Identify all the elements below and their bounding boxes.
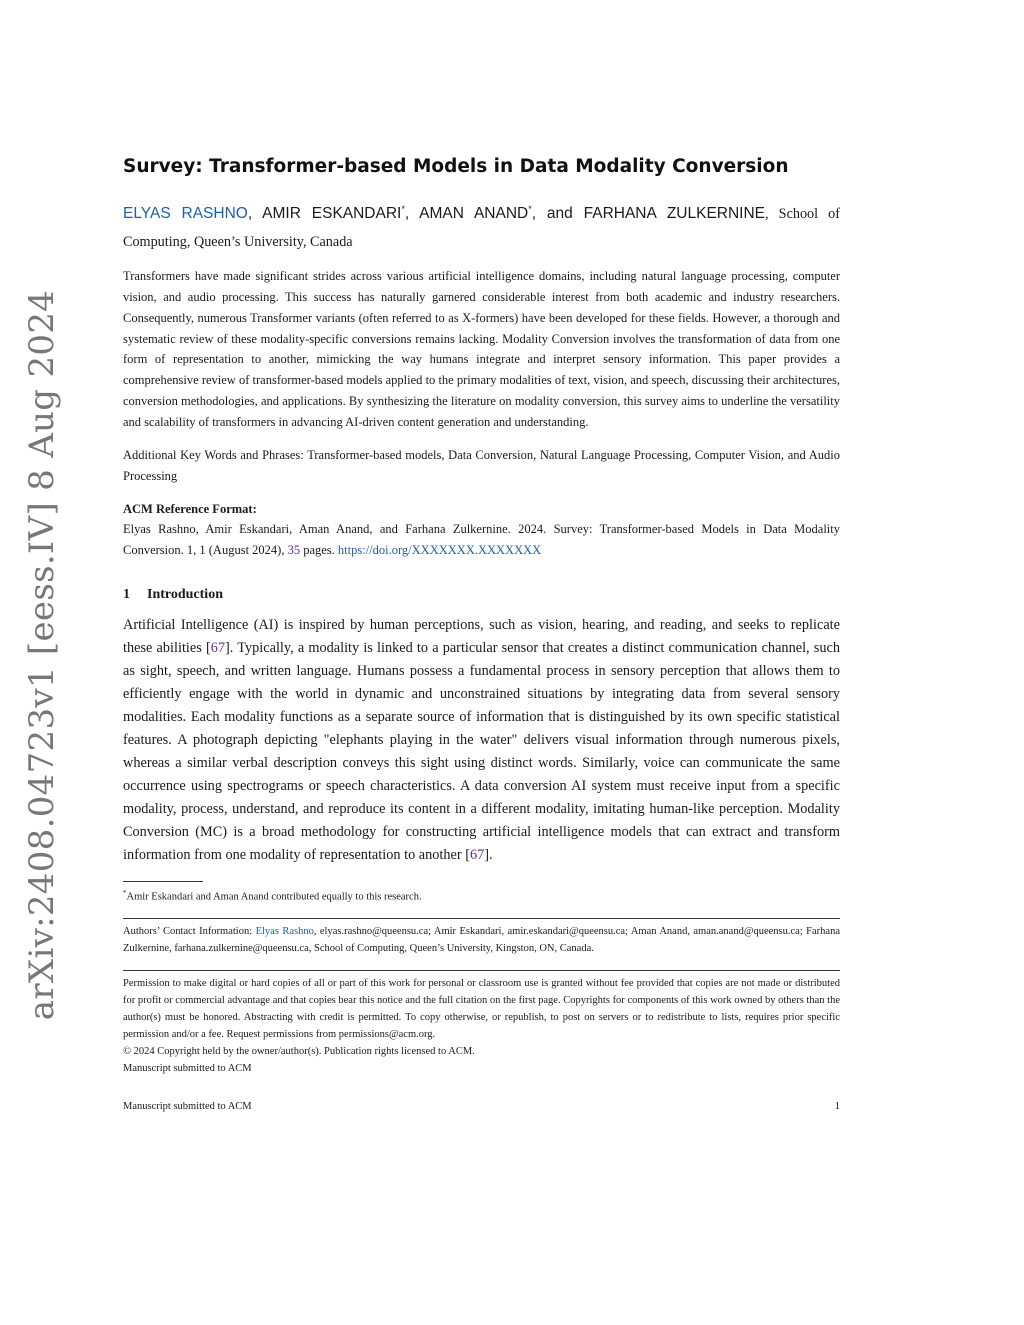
intro-text: Artificial Intelligence (AI) is inspired by human perceptions, such as vision, hearing, and reading, and seeks to replicate these abilities [ — [123, 616, 840, 656]
footnote-mark: * — [123, 889, 127, 898]
permission-divider — [123, 970, 840, 971]
equal-contrib-mark: * — [401, 204, 405, 214]
author-list — [123, 195, 840, 256]
equal-contrib-mark: * — [528, 204, 532, 214]
contact-name-link[interactable]: Elyas Rashno — [255, 925, 314, 937]
contact-divider — [123, 918, 840, 919]
page-count-link[interactable]: 35 — [287, 542, 301, 557]
permission-notice: Permission to make digital or hard copies of all or part of this work for personal or classroom use is granted without fee provided that copies are not made or distributed for profit or commercial advantage and that copies bear this notice and the full citation on the first page. Copyrights for components of this work owned by others than the author(s) must be honored. Abstracting with credit is permitted. To copy otherwise, or republish, to post on servers or to redistribute to lists, requires prior specific permission and/or a fee. Request permissions from permissions@acm.org. — [123, 977, 840, 1040]
author-anand: AMAN ANAND — [419, 205, 529, 223]
intro-paragraph — [123, 614, 840, 867]
paper-title: Survey: Transformer-based Models in Data Modality Conversion — [123, 156, 789, 177]
citation-link[interactable]: 67 — [210, 639, 226, 656]
acm-reference-text: pages. — [300, 542, 338, 557]
intro-text: ]. Typically, a modality is linked to a particular sensor that creates a distinct communication channel, such as sight, speech, and written language. Humans possess a fundamental process in sensory perception that allows them to efficiently engage with the world in dynamic and unconstrained situations by integrating data from several sensory modalities. Each modality functions as a separate source of information that is distinguished by its own specific statistical features. A photograph depicting "elephants playing in the water" delivers visual information through numerous pixels, whereas a similar verbal description conveys this sight using distinct words. Similarly, voice can communicate the same occurrence using spectrograms or speech characteristics. A data conversion AI system must receive input from a specific modality, process, understand, and reproduce its content in a different modality, imitating human-like perception. Modality Conversion (MC) is a broad methodology for constructing artificial intelligence models that can extract and transform information from one modality of representation to another [ — [123, 639, 840, 863]
author-contact-info — [123, 923, 840, 957]
acm-reference-text: Elyas Rashno, Amir Eskandari, Aman Anand, and Farhana Zulkernine. 2024. Survey: Transformer-based Models in Data Modality Conversion. 1, 1 (August 2024), — [123, 522, 840, 557]
author-eskandari: AMIR ESKANDARI — [262, 205, 402, 223]
footer-label: Manuscript submitted to ACM — [123, 1101, 252, 1112]
footnote-text: Amir Eskandari and Aman Anand contributed equally to this research. — [126, 891, 422, 903]
manuscript-note: Manuscript submitted to ACM — [123, 1062, 252, 1074]
keywords: Additional Key Words and Phrases: Transformer-based models, Data Conversion, Natural Language Processing, Computer Vision, and Audio Processing — [123, 448, 840, 483]
arxiv-stamp — [2, 289, 82, 1021]
footnote-divider — [123, 881, 203, 882]
arxiv-stamp-text: arXiv:2408.04723v1 [eess.IV] 8 Aug 2024 — [22, 289, 62, 1021]
author-affiliation: , School of Computing, Queen’s University, Canada — [123, 206, 840, 251]
contact-text: , elyas.rashno@queensu.ca; Amir Eskandari, amir.eskandari@queensu.ca; Aman Anand, aman.anand@queensu.ca; Farhana Zulkernine, farhana.zulkernine@queensu.ca, School of Computing, Queen’s University, Kingston, ON, Canada. — [123, 925, 841, 954]
author-separator: , and — [531, 205, 584, 223]
author-zulkernine: FARHANA ZULKERNINE — [583, 205, 766, 223]
author-separator: , — [247, 205, 263, 223]
acm-reference — [123, 519, 840, 561]
intro-text: ]. — [484, 846, 493, 863]
citation-link[interactable]: 67 — [470, 846, 485, 863]
contact-label: Authors’ Contact Information: — [123, 925, 256, 937]
section-number: 1 — [123, 586, 130, 602]
author-link-rashno[interactable]: ELYAS RASHNO — [123, 205, 248, 223]
copyright-line: © 2024 Copyright held by the owner/author(s). Publication rights licensed to ACM. — [123, 1045, 475, 1057]
acm-reference-heading: ACM Reference Format: — [123, 502, 257, 517]
abstract: Transformers have made significant strides across various artificial intelligence domains, including natural language processing, computer vision, and audio processing. This success has naturally garnered considerable interest from both academic and industry researchers. Consequently, numerous Transformer variants (often referred to as X-formers) have been developed for these fields. However, a thorough and systematic review of these modality-specific conversions remains lacking. Modality Conversion involves the transformation of data from one form of representation to another, mimicking the way humans integrate and interpret sensory information. This paper provides a comprehensive review of transformer-based models applied to the primary modalities of text, vision, and speech, discussing their architectures, conversion methodologies, and applications. By synthesizing the literature on modality conversion, this survey aims to underline the versatility and scalability of transformers in advancing AI-driven content generation and understanding. — [123, 269, 840, 429]
doi-link[interactable]: https://doi.org/XXXXXXX.XXXXXXX — [337, 542, 542, 557]
page-number: 1 — [834, 1101, 840, 1112]
page-footer — [123, 1101, 840, 1112]
section-heading — [123, 587, 840, 603]
paper-page — [123, 150, 840, 1077]
author-separator: , — [404, 205, 420, 223]
footnote — [123, 886, 840, 905]
section-title: Introduction — [147, 586, 223, 602]
